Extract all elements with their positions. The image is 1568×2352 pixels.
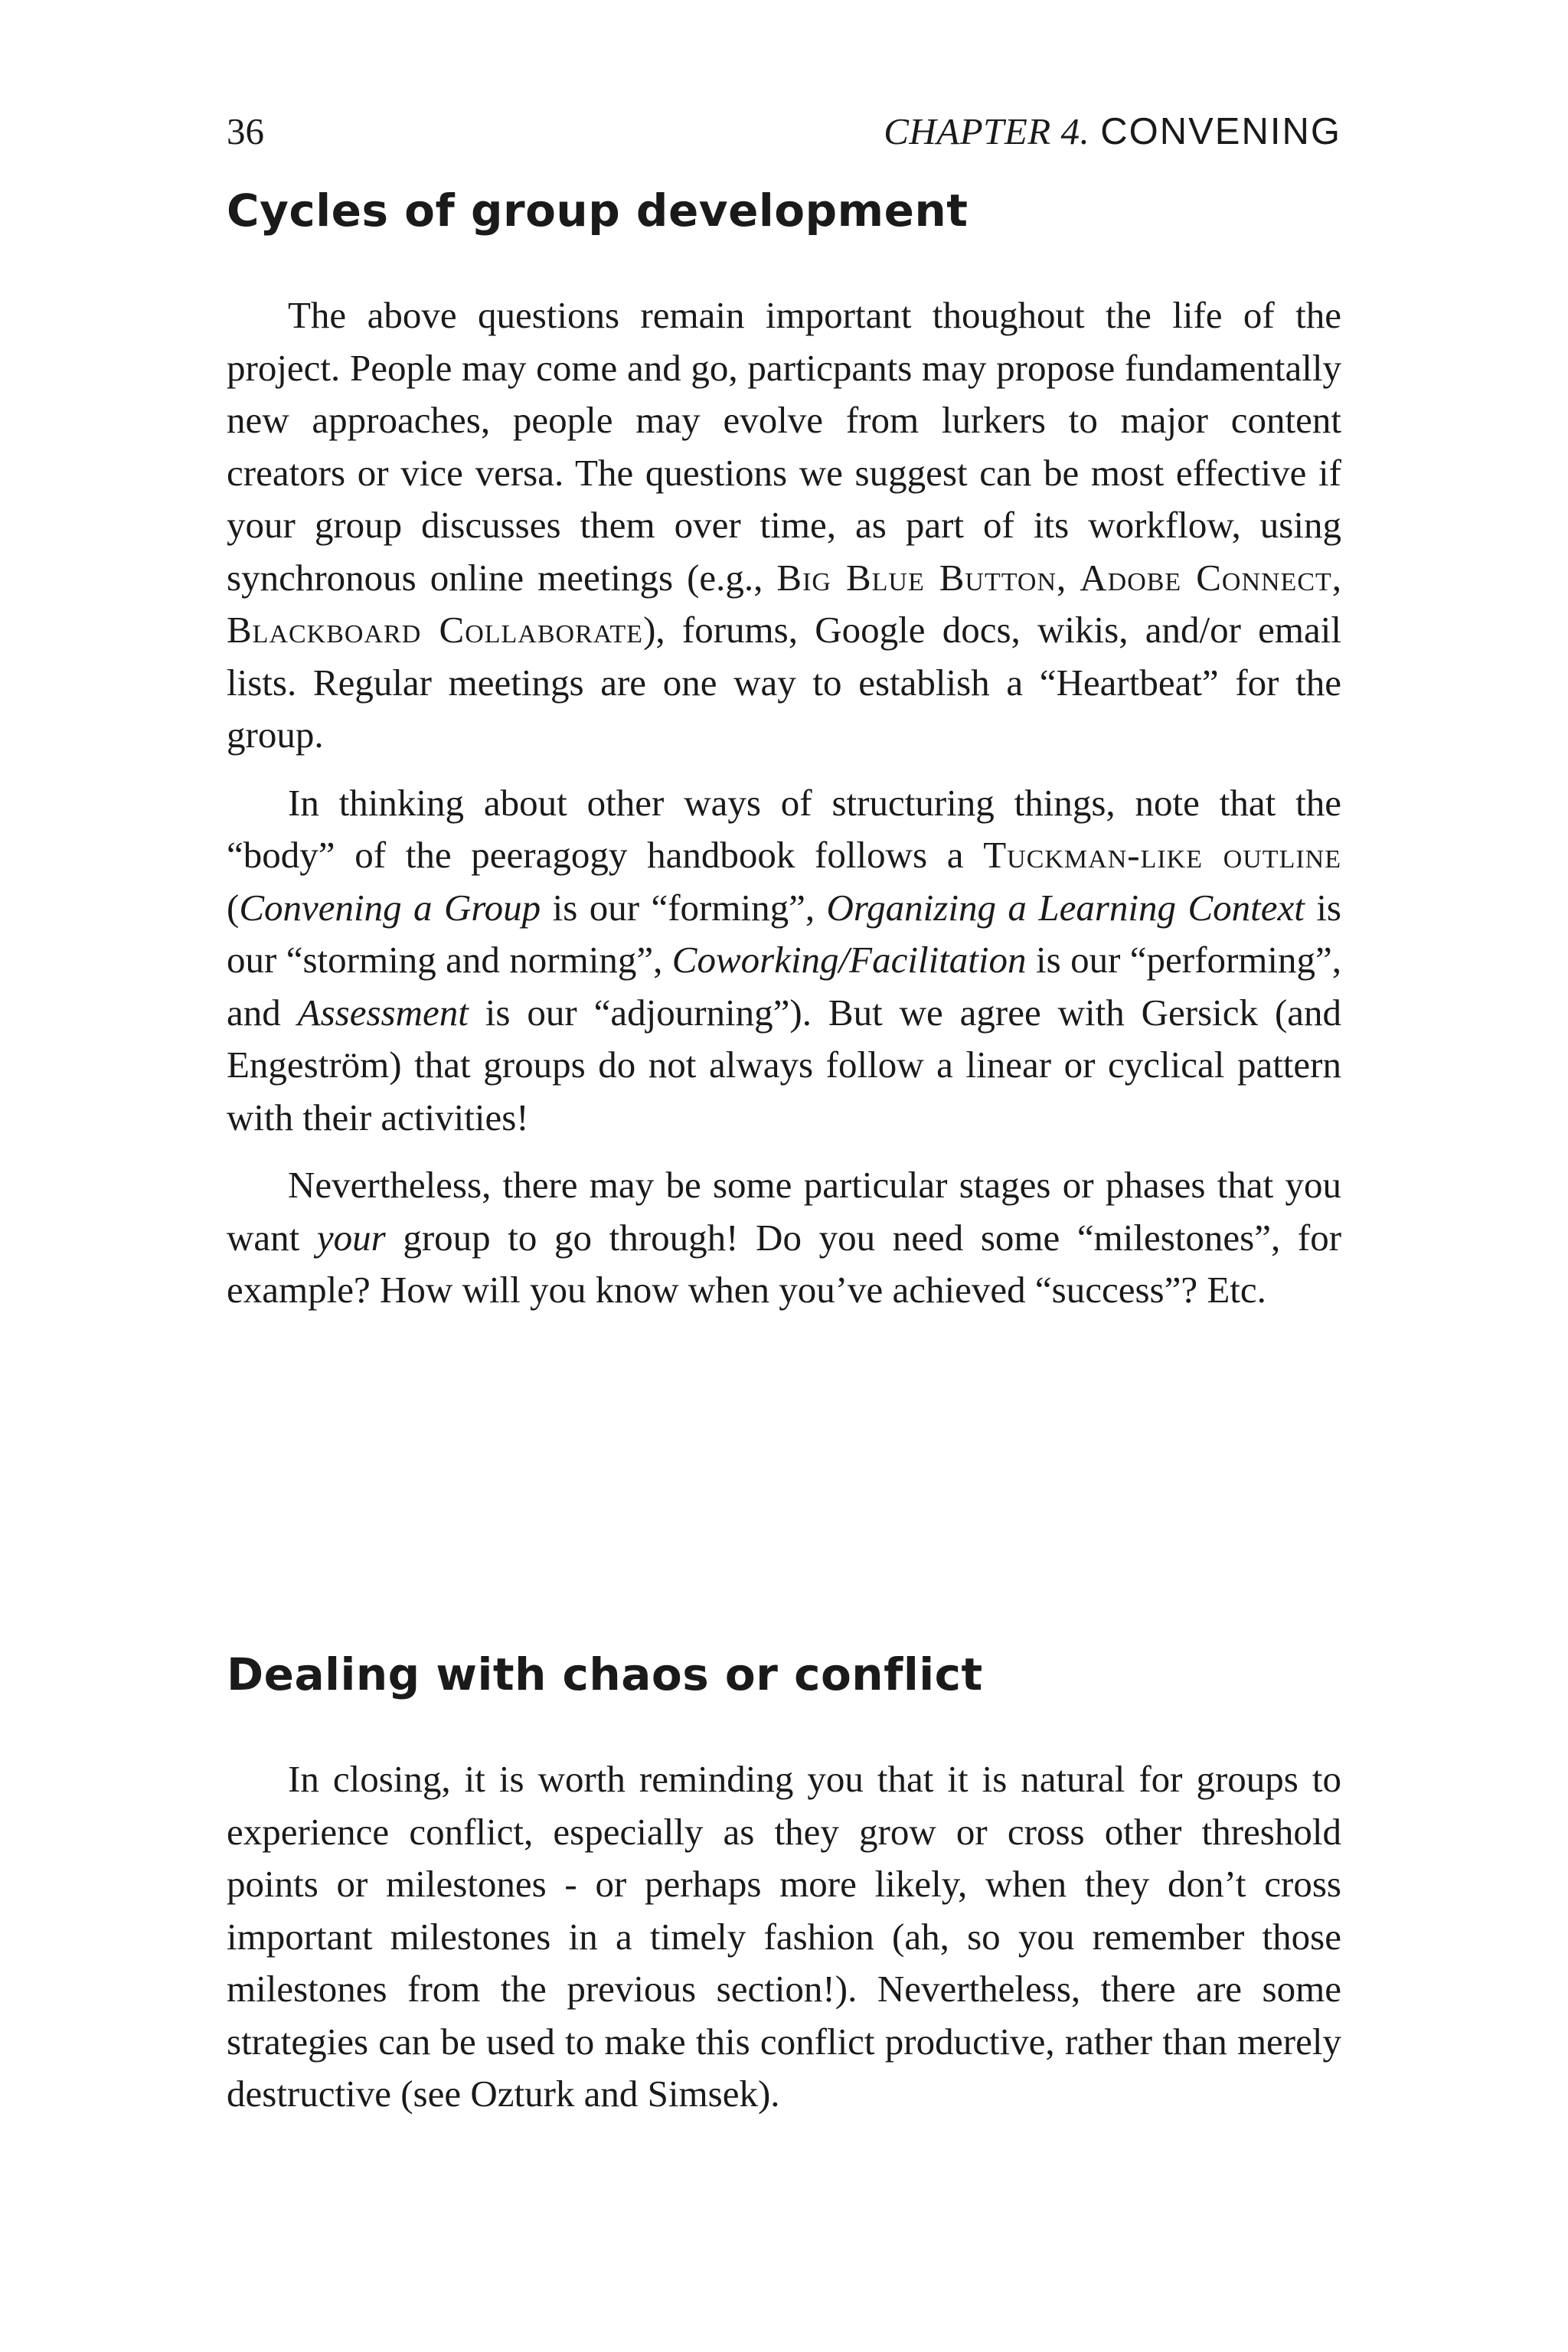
text-run: (	[227, 886, 240, 929]
text-run: The above questions remain important thoughout the life of the project. People may come and go, particpants may propose fundamentally new approaches, people may evolve from lurkers to major content creators or vice versa. The questions we suggest can be most effective if your group discusses them over time, as part of its workflow, using synchronous online meetings (e.g.,	[227, 294, 1341, 599]
chapter-heading	[884, 109, 1341, 155]
section-heading-cycles: Cycles of group development	[227, 185, 969, 237]
tool-name-adobe-connect: Adobe Connect	[1080, 556, 1332, 599]
text-run: is our “storming and norming”,	[227, 886, 1341, 981]
paragraph-cycles-2	[227, 777, 1341, 1145]
text-run: is our “adjourning”). But we agree with Gersick (and Engeström) that groups do not always follow a linear or cyclical pattern with their activities!	[227, 991, 1342, 1138]
running-head	[227, 109, 1341, 155]
text-run: In thinking about other ways of structuring things, note that the “body” of the peeragogy handbook follows a	[227, 781, 1341, 876]
text-run: group to go through! Do you need some “milestones”, for example? How will you know when you’ve achieved “success”? Etc.	[227, 1216, 1342, 1311]
chapter-label: CHAPTER 4.	[884, 110, 1090, 152]
book-part-title: Organizing a Learning Context	[826, 886, 1305, 929]
section-cycles-body	[227, 289, 1341, 1332]
text-run: ), forums, Google docs, wikis, and/or email lists. Regular meetings are one way to establish a “Heartbeat” for the group.	[227, 609, 1342, 756]
paragraph-cycles-3	[227, 1159, 1341, 1317]
tool-name-big-blue-button: Big Blue Button	[776, 556, 1057, 599]
text-run: is our “forming”,	[541, 886, 827, 929]
text-run: ,	[1057, 556, 1080, 599]
tuckman-outline-term: Tuckman-like outline	[983, 834, 1341, 876]
section-heading-chaos: Dealing with chaos or conflict	[227, 1648, 983, 1700]
section-chaos-body	[227, 1753, 1341, 2136]
chapter-title: CONVENING	[1100, 111, 1341, 152]
book-part-title: Convening a Group	[239, 886, 541, 929]
book-part-title: Coworking/Facilitation	[671, 939, 1027, 981]
text-run: ,	[1331, 556, 1342, 599]
text-run: is our “performing”, and	[227, 939, 1341, 1034]
tool-name-blackboard-collaborate: Blackboard Collaborate	[227, 609, 644, 651]
emphasis-word: your	[316, 1216, 386, 1259]
book-part-title: Assessment	[297, 991, 469, 1034]
page-number: 36	[227, 110, 264, 152]
paragraph-cycles-1	[227, 289, 1341, 762]
paragraph-chaos-1: In closing, it is worth reminding you that it is natural for groups to experience conflict, especially as they grow or cross other threshold points or milestones - or perhaps more likely, when they don’t cross important milestones in a timely fashion (ah, so you remember those milestones from the previous section!). Nevertheless, there are some strategies can be used to make this conflict productive, rather than merely destructive (see Ozturk and Simsek).	[227, 1758, 1341, 2115]
text-run: Nevertheless, there may be some particular stages or phases that you want	[227, 1164, 1341, 1259]
